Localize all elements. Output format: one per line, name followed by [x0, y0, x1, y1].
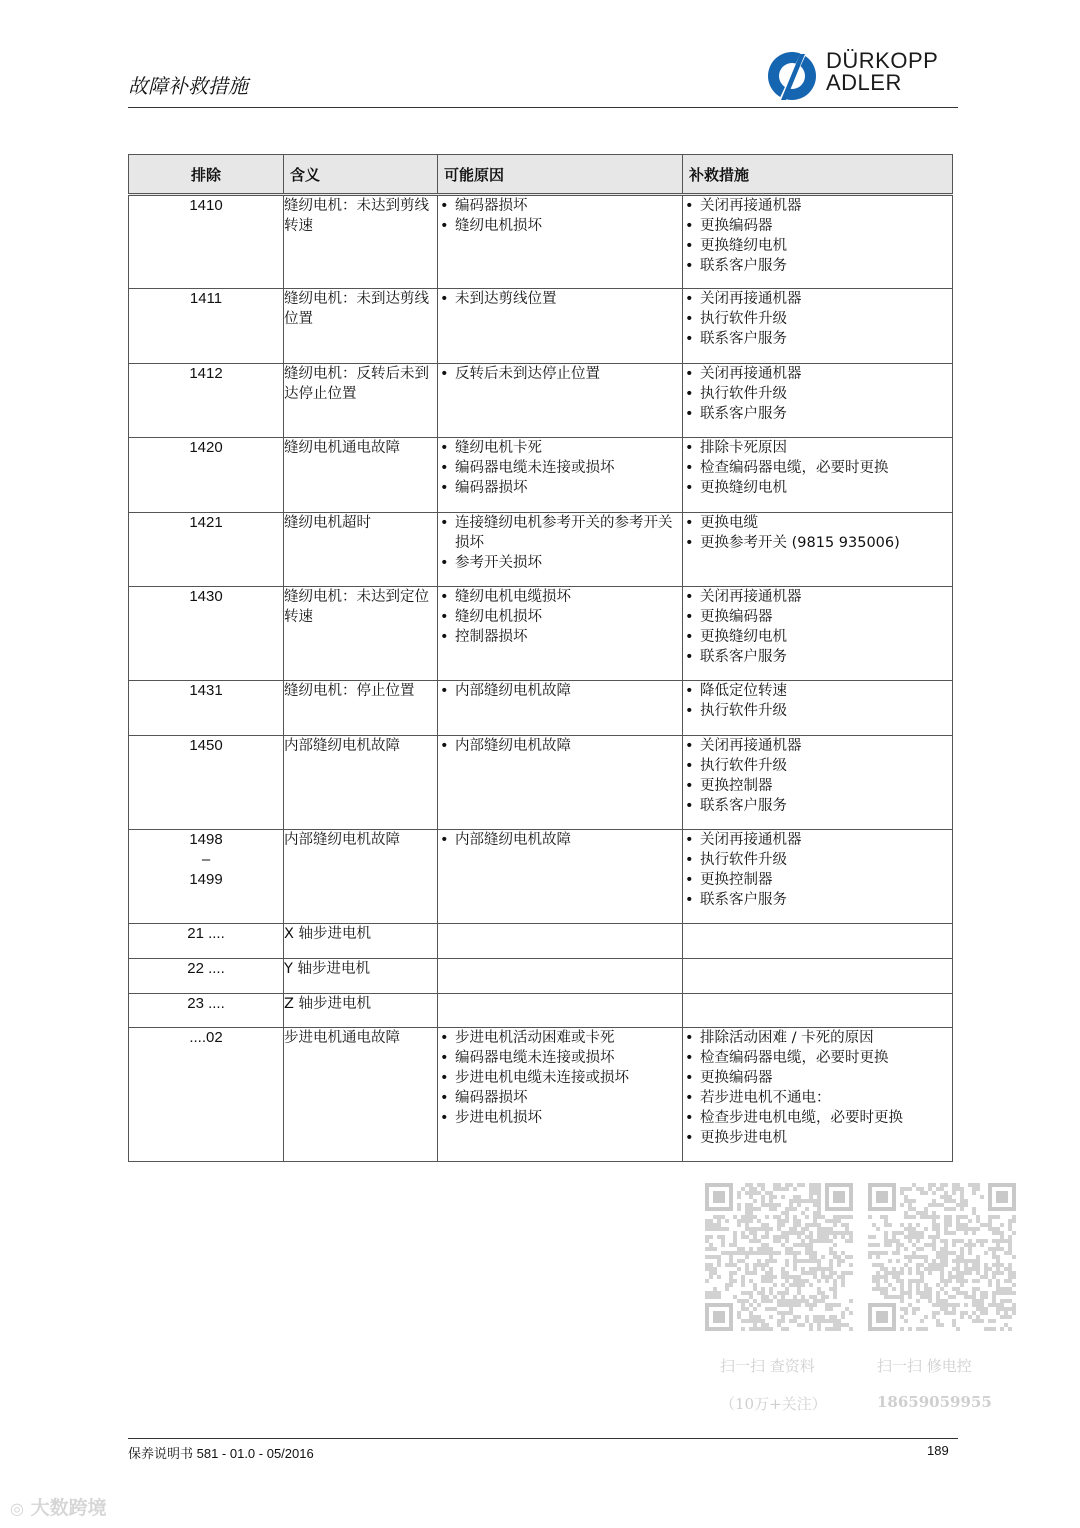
- watermark: [10, 1493, 107, 1520]
- remedies-cell: [683, 924, 953, 959]
- remedies-list: [683, 438, 952, 498]
- remedy-item: • 更换编码器: [683, 607, 952, 627]
- cause-item: • 缝纫电机电缆损坏: [438, 587, 682, 607]
- causes-list: [438, 513, 682, 573]
- cause-item: • 缝纫电机损坏: [438, 607, 682, 627]
- watermark-text: 大数跨境: [30, 1497, 107, 1519]
- remedies-list: [683, 513, 952, 553]
- remedies-cell: [683, 994, 953, 1028]
- remedy-item: • 联系客户服务: [683, 329, 952, 349]
- remedies-list: [683, 736, 952, 816]
- causes-cell: [438, 830, 683, 924]
- column-header-code: 排除: [129, 155, 284, 195]
- remedies-cell: [683, 289, 953, 364]
- table-header-row: [129, 155, 953, 195]
- cause-item: • 编码器电缆未连接或损坏: [438, 458, 682, 478]
- cause-item: • 缝纫电机损坏: [438, 216, 682, 236]
- remedy-item: • 联系客户服务: [683, 256, 952, 276]
- cause-item: • 反转后未到达停止位置: [438, 364, 682, 384]
- remedy-item: • 联系客户服务: [683, 404, 952, 424]
- cause-item: • 步进电机损坏: [438, 1108, 682, 1128]
- remedy-item: • 执行软件升级: [683, 309, 952, 329]
- remedy-item: • 更换缝纫电机: [683, 627, 952, 647]
- error-code: 1420: [189, 439, 223, 456]
- remedy-item: • 执行软件升级: [683, 756, 952, 776]
- remedy-item: • 更换编码器: [683, 1068, 952, 1088]
- causes-list: [438, 587, 682, 647]
- table-row: [129, 994, 953, 1028]
- causes-cell: [438, 364, 683, 438]
- remedy-item: • 联系客户服务: [683, 796, 952, 816]
- remedies-cell: [683, 438, 953, 513]
- meaning-cell: 缝纫电机通电故障: [284, 438, 438, 513]
- error-code-cell: [129, 830, 284, 924]
- error-code: 1411: [189, 290, 223, 307]
- cause-item: • 步进电机活动困难或卡死: [438, 1028, 682, 1048]
- table-row: [129, 830, 953, 924]
- cause-item: • 连接缝纫电机参考开关的参考开关损坏: [438, 513, 682, 553]
- remedies-list: [683, 587, 952, 667]
- causes-list: [438, 830, 682, 850]
- footer-rule: [128, 1438, 958, 1439]
- brand-name-line1: DÜRKOPP: [826, 48, 939, 73]
- remedies-list: [683, 1028, 952, 1148]
- remedy-item: • 降低定位转速: [683, 681, 952, 701]
- causes-list: [438, 681, 682, 701]
- column-header-remedies: 补救措施: [683, 155, 953, 195]
- causes-cell: [438, 195, 683, 289]
- table-row: [129, 513, 953, 587]
- meaning-cell: 内部缝纫电机故障: [284, 736, 438, 830]
- remedy-item: • 更换参考开关 (9815 935006): [683, 533, 952, 553]
- error-code-cell: [129, 513, 284, 587]
- qr-right-phone: 18659059955: [877, 1393, 992, 1411]
- causes-cell: [438, 736, 683, 830]
- error-code: 1410: [189, 197, 223, 214]
- remedy-item: • 更换编码器: [683, 216, 952, 236]
- error-code: 1450: [189, 737, 223, 754]
- remedy-item: • 若步进电机不通电：: [683, 1088, 952, 1108]
- qr-left-caption: 扫一扫 查资料: [720, 1357, 815, 1375]
- fault-table: [128, 154, 953, 1162]
- cause-item: • 编码器电缆未连接或损坏: [438, 1048, 682, 1068]
- meaning-cell: 缝纫电机：未到达剪线位置: [284, 289, 438, 364]
- table-row: [129, 736, 953, 830]
- table-row: [129, 587, 953, 681]
- brand-emblem-icon: [762, 50, 822, 102]
- column-header-meaning: 含义: [284, 155, 438, 195]
- meaning-cell: 缝纫电机：停止位置: [284, 681, 438, 736]
- remedy-item: • 更换电缆: [683, 513, 952, 533]
- remedies-list: [683, 196, 952, 276]
- remedies-list: [683, 681, 952, 721]
- meaning-cell: 内部缝纫电机故障: [284, 830, 438, 924]
- remedies-cell: [683, 959, 953, 994]
- error-code: 23 ....: [187, 995, 225, 1012]
- cause-item: • 控制器损坏: [438, 627, 682, 647]
- causes-list: [438, 289, 682, 309]
- remedy-item: • 检查编码器电缆，必要时更换: [683, 1048, 952, 1068]
- error-code: 1431: [189, 682, 223, 699]
- remedies-cell: [683, 736, 953, 830]
- table-row: [129, 289, 953, 364]
- remedies-cell: [683, 681, 953, 736]
- causes-list: [438, 364, 682, 384]
- remedies-list: [683, 830, 952, 910]
- error-code-cell: [129, 587, 284, 681]
- meaning-cell: 缝纫电机：未达到剪线转速: [284, 195, 438, 289]
- meaning-cell: 缝纫电机：反转后未到达停止位置: [284, 364, 438, 438]
- meaning-cell: X 轴步进电机: [284, 924, 438, 959]
- causes-list: [438, 196, 682, 236]
- header-rule: [128, 107, 958, 108]
- table-row: [129, 364, 953, 438]
- causes-cell: [438, 681, 683, 736]
- remedy-item: • 关闭再接通机器: [683, 587, 952, 607]
- meaning-cell: 步进电机通电故障: [284, 1028, 438, 1162]
- remedy-item: • 更换步进电机: [683, 1128, 952, 1148]
- cause-item: • 步进电机电缆未连接或损坏: [438, 1068, 682, 1088]
- causes-cell: [438, 924, 683, 959]
- error-code: 1498: [189, 831, 223, 848]
- remedies-cell: [683, 364, 953, 438]
- qr-right-caption: 扫一扫 修电控: [877, 1357, 972, 1375]
- meaning-cell: 缝纫电机：未达到定位转速: [284, 587, 438, 681]
- remedy-item: • 检查编码器电缆，必要时更换: [683, 458, 952, 478]
- table-row: [129, 959, 953, 994]
- causes-cell: [438, 513, 683, 587]
- watermark-logo-icon: ◎: [10, 1499, 24, 1518]
- causes-list: [438, 1028, 682, 1128]
- cause-item: • 编码器损坏: [438, 1088, 682, 1108]
- cause-item: • 内部缝纫电机故障: [438, 830, 682, 850]
- footer-page-number: 189: [927, 1443, 949, 1458]
- table-row: [129, 195, 953, 289]
- cause-item: • 编码器损坏: [438, 478, 682, 498]
- remedy-item: • 执行软件升级: [683, 850, 952, 870]
- error-code-cell: [129, 681, 284, 736]
- remedy-item: • 执行软件升级: [683, 701, 952, 721]
- cause-item: • 参考开关损坏: [438, 553, 682, 573]
- meaning-cell: Y 轴步进电机: [284, 959, 438, 994]
- brand-name-line2: ADLER: [826, 70, 902, 95]
- remedy-item: • 更换控制器: [683, 776, 952, 796]
- remedy-item: • 关闭再接通机器: [683, 830, 952, 850]
- remedy-item: • 检查步进电机电缆，必要时更换: [683, 1108, 952, 1128]
- remedies-list: [683, 364, 952, 424]
- error-code: 1421: [189, 514, 223, 531]
- error-code-cell: [129, 195, 284, 289]
- error-code-cell: [129, 736, 284, 830]
- remedy-item: • 更换缝纫电机: [683, 478, 952, 498]
- remedies-cell: [683, 195, 953, 289]
- cause-item: • 编码器损坏: [438, 196, 682, 216]
- causes-list: [438, 736, 682, 756]
- remedies-cell: [683, 587, 953, 681]
- page-header-title: 故障补救措施: [128, 74, 248, 98]
- causes-cell: [438, 289, 683, 364]
- error-code-cell: [129, 438, 284, 513]
- causes-cell: [438, 438, 683, 513]
- causes-cell: [438, 959, 683, 994]
- remedies-list: [683, 289, 952, 349]
- remedy-item: • 执行软件升级: [683, 384, 952, 404]
- remedy-item: • 关闭再接通机器: [683, 364, 952, 384]
- brand-logo: [762, 50, 957, 102]
- error-code-cell: [129, 924, 284, 959]
- meaning-cell: Z 轴步进电机: [284, 994, 438, 1028]
- error-code: 22 ....: [187, 960, 225, 977]
- table-row: [129, 681, 953, 736]
- table-row: [129, 1028, 953, 1162]
- error-code-cell: [129, 1028, 284, 1162]
- causes-cell: [438, 1028, 683, 1162]
- remedy-item: • 排除卡死原因: [683, 438, 952, 458]
- causes-cell: [438, 994, 683, 1028]
- causes-list: [438, 438, 682, 498]
- error-code: –: [201, 851, 211, 868]
- remedy-item: • 排除活动困难 / 卡死的原因: [683, 1028, 952, 1048]
- error-code: 21 ....: [187, 925, 225, 942]
- remedy-item: • 联系客户服务: [683, 890, 952, 910]
- qr-code-left: [705, 1183, 853, 1331]
- footer-document-info: 保养说明书 581 - 01.0 - 05/2016: [128, 1446, 314, 1461]
- cause-item: • 内部缝纫电机故障: [438, 736, 682, 756]
- remedy-item: • 关闭再接通机器: [683, 196, 952, 216]
- column-header-causes: 可能原因: [438, 155, 683, 195]
- error-code: 1412: [189, 365, 223, 382]
- remedy-item: • 关闭再接通机器: [683, 736, 952, 756]
- remedy-item: • 更换缝纫电机: [683, 236, 952, 256]
- remedy-item: • 联系客户服务: [683, 647, 952, 667]
- error-code-cell: [129, 364, 284, 438]
- remedy-item: • 更换控制器: [683, 870, 952, 890]
- causes-cell: [438, 587, 683, 681]
- meaning-cell: 缝纫电机超时: [284, 513, 438, 587]
- remedies-cell: [683, 830, 953, 924]
- remedies-cell: [683, 1028, 953, 1162]
- remedies-cell: [683, 513, 953, 587]
- error-code: 1499: [189, 871, 223, 888]
- table-row: [129, 924, 953, 959]
- table-row: [129, 438, 953, 513]
- cause-item: • 内部缝纫电机故障: [438, 681, 682, 701]
- remedy-item: • 关闭再接通机器: [683, 289, 952, 309]
- error-code-cell: [129, 994, 284, 1028]
- error-code: 1430: [189, 588, 223, 605]
- qr-left-subcaption: （10万+关注）: [720, 1395, 827, 1413]
- cause-item: • 缝纫电机卡死: [438, 438, 682, 458]
- error-code: ....02: [189, 1029, 223, 1046]
- cause-item: • 未到达剪线位置: [438, 289, 682, 309]
- error-code-cell: [129, 289, 284, 364]
- qr-code-right: [868, 1183, 1016, 1331]
- error-code-cell: [129, 959, 284, 994]
